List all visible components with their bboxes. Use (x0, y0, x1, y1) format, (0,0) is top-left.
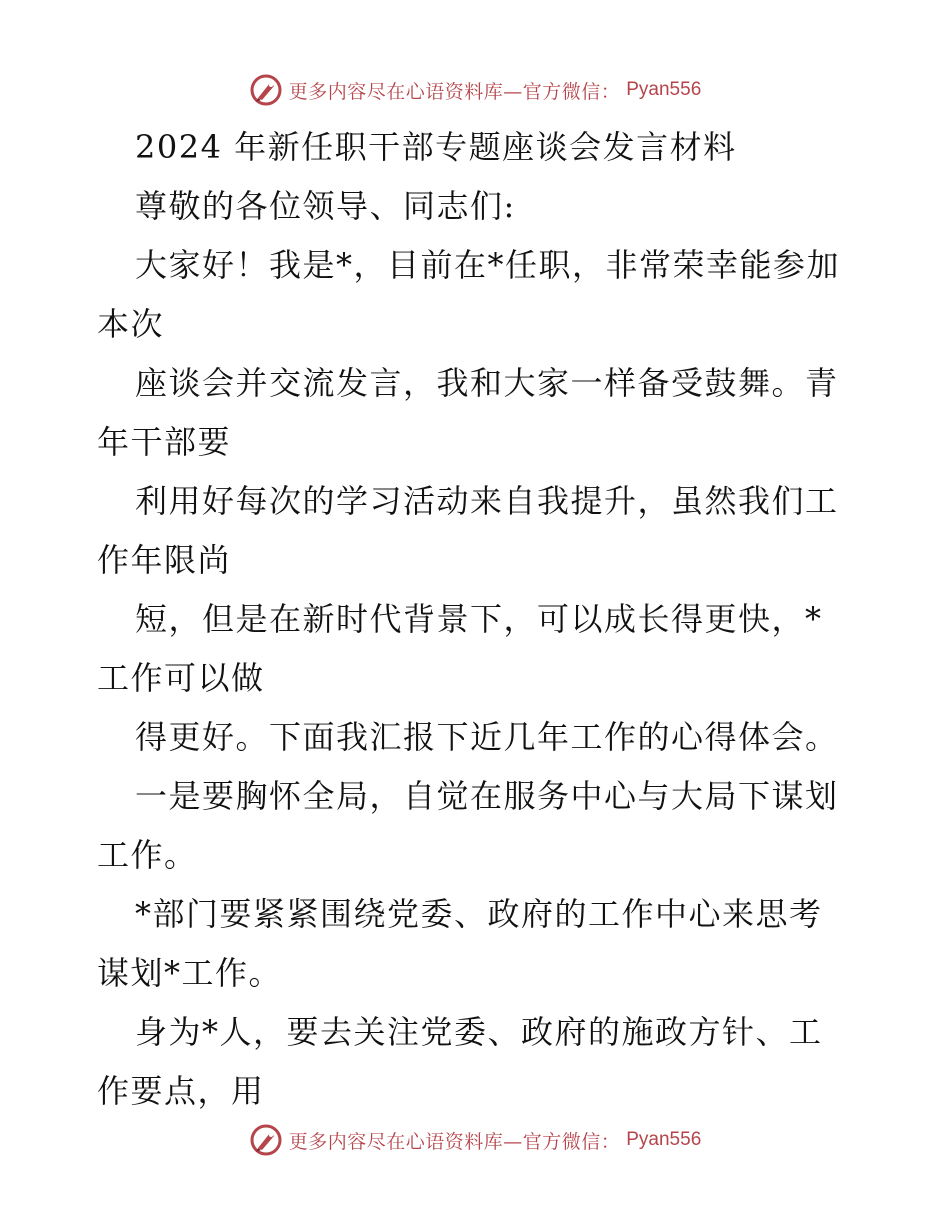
pen-nib-logo-icon (249, 1123, 283, 1157)
text-line: 本次 (97, 305, 165, 343)
text-line: 短，但是在新时代背景下，可以成长得更快，* (135, 600, 823, 638)
document-body (97, 118, 867, 1121)
text-line: 作年限尚 (97, 541, 232, 579)
text-line: 一是要胸怀全局，自觉在服务中心与大局下谋划 (135, 777, 839, 815)
text-line: 工作可以做 (97, 659, 265, 697)
salutation: 尊敬的各位领导、同志们: (135, 187, 516, 225)
header-banner-text: 更多内容尽在心语资料库—官方微信： (288, 80, 621, 103)
header-banner-wechat-id: Pyan556 (626, 79, 702, 100)
text-line: 工作。 (97, 836, 198, 874)
text-line: 谋划*工作。 (97, 954, 283, 992)
text-line: 身为*人，要去关注党委、政府的施政方针、工 (135, 1013, 823, 1051)
text-line: 作要点，用 (97, 1072, 265, 1110)
footer-banner-wechat-id: Pyan556 (626, 1129, 702, 1150)
text-line: 年干部要 (97, 423, 232, 461)
header-banner (0, 72, 950, 108)
text-line: 大家好！我是*，目前在*任职，非常荣幸能参加 (135, 246, 841, 284)
footer-banner (0, 1122, 950, 1158)
footer-banner-text: 更多内容尽在心语资料库—官方微信： (288, 1130, 621, 1153)
text-line: 座谈会并交流发言，我和大家一样备受鼓舞。青 (135, 364, 839, 402)
document-title: 2024 年新任职干部专题座谈会发言材料 (135, 128, 737, 166)
text-line: *部门要紧紧围绕党委、政府的工作中心来思考 (135, 895, 823, 933)
text-line: 得更好。下面我汇报下近几年工作的心得体会。 (135, 718, 839, 756)
pen-nib-logo-icon (249, 73, 283, 107)
text-line: 利用好每次的学习活动来自我提升，虽然我们工 (135, 482, 839, 520)
